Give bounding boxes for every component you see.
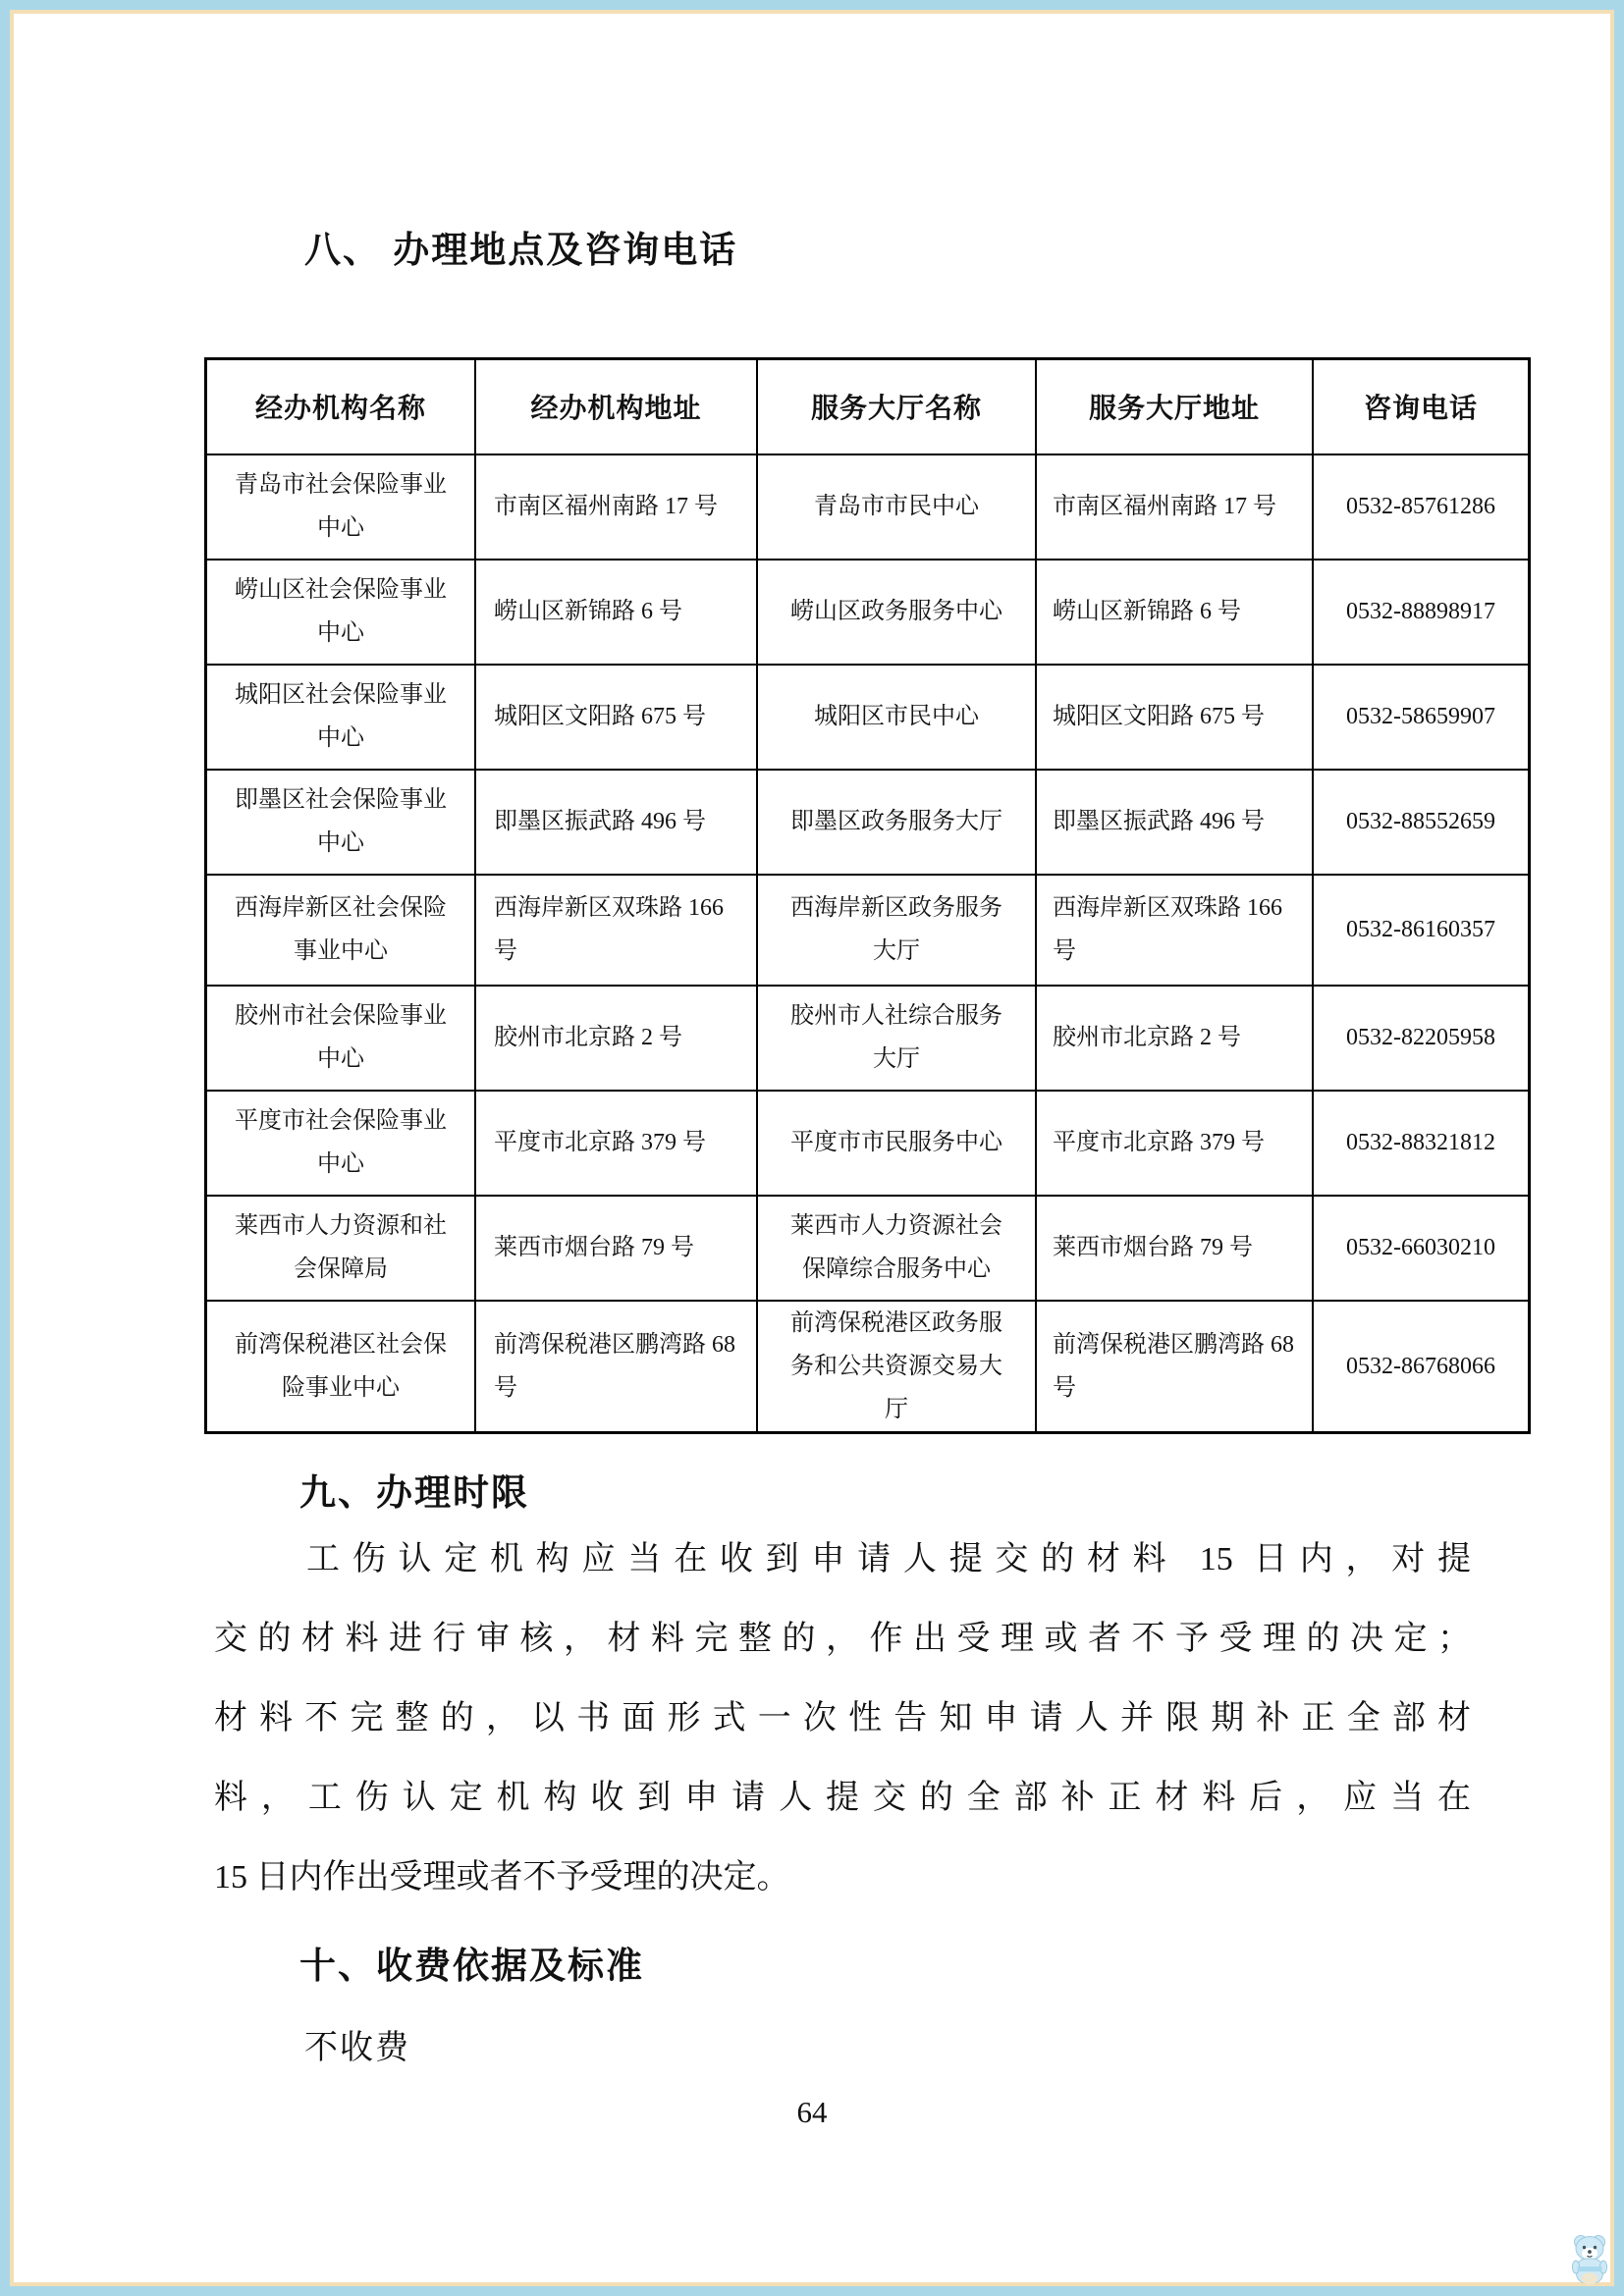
table-row [206,665,1530,770]
phone-cell: 0532-58659907 [1313,665,1530,770]
phone-cell: 0532-86768066 [1313,1301,1530,1433]
agency-address-cell: 崂山区新锦路 6 号 [475,560,757,665]
agency-name-cell: 西海岸新区社会保险事业中心 [206,875,476,986]
agency-name-cell: 前湾保税港区社会保险事业中心 [206,1301,476,1433]
agency-address-cell: 平度市北京路 379 号 [475,1091,757,1196]
page-number: 64 [796,2095,828,2129]
agency-address-cell: 莱西市烟台路 79 号 [475,1196,757,1301]
hall-name-cell: 崂山区政务服务中心 [757,560,1036,665]
contact-table [204,357,1531,1434]
contact-table-body [206,454,1530,1433]
phone-cell: 0532-88321812 [1313,1091,1530,1196]
table-row [206,560,1530,665]
table-row [206,770,1530,875]
paragraph-line: 交的材料进行审核，材料完整的，作出受理或者不予受理的决定； [214,1621,1471,1657]
phone-cell: 0532-66030210 [1313,1196,1530,1301]
hall-address-cell: 胶州市北京路 2 号 [1036,986,1313,1091]
column-header-phone: 咨询电话 [1313,359,1530,454]
section-9-paragraph [214,1520,1471,1917]
hall-name-cell: 前湾保税港区政务服务和公共资源交易大厅 [757,1301,1036,1433]
phone-cell: 0532-85761286 [1313,454,1530,560]
phone-cell: 0532-88898917 [1313,560,1530,665]
section-8-heading: 八、 办理地点及咨询电话 [304,230,738,270]
paragraph-line: 工伤认定机构应当在收到申请人提交的材料 15 日内，对提 [306,1541,1471,1577]
phone-cell: 0532-86160357 [1313,875,1530,986]
table-row [206,986,1530,1091]
agency-name-cell: 莱西市人力资源和社会保障局 [206,1196,476,1301]
agency-name-cell: 城阳区社会保险事业中心 [206,665,476,770]
hall-address-cell: 市南区福州南路 17 号 [1036,454,1313,560]
agency-name-cell: 崂山区社会保险事业中心 [206,560,476,665]
hall-address-cell: 平度市北京路 379 号 [1036,1091,1313,1196]
hall-address-cell: 城阳区文阳路 675 号 [1036,665,1313,770]
hall-name-cell: 城阳区市民中心 [757,665,1036,770]
hall-name-cell: 胶州市人社综合服务大厅 [757,986,1036,1091]
hall-address-cell: 即墨区振武路 496 号 [1036,770,1313,875]
hall-name-cell: 即墨区政务服务大厅 [757,770,1036,875]
hall-name-cell: 西海岸新区政务服务大厅 [757,875,1036,986]
contact-table-header [206,359,1530,454]
paragraph-line: 料，工伤认定机构收到申请人提交的全部补正材料后，应当在 [214,1780,1471,1816]
phone-cell: 0532-88552659 [1313,770,1530,875]
hall-address-cell: 西海岸新区双珠路 166 号 [1036,875,1313,986]
teddy-bear-icon [1567,2229,1612,2286]
phone-cell: 0532-82205958 [1313,986,1530,1091]
column-header-agency-name: 经办机构名称 [206,359,476,454]
agency-name-cell: 青岛市社会保险事业中心 [206,454,476,560]
hall-address-cell: 莱西市烟台路 79 号 [1036,1196,1313,1301]
hall-name-cell: 平度市市民服务中心 [757,1091,1036,1196]
section-9-heading: 九、办理时限 [299,1472,529,1513]
table-row [206,1091,1530,1196]
hall-name-cell: 莱西市人力资源社会保障综合服务中心 [757,1196,1036,1301]
agency-address-cell: 胶州市北京路 2 号 [475,986,757,1091]
hall-name-cell: 青岛市市民中心 [757,454,1036,560]
hall-address-cell: 前湾保税港区鹏湾路 68 号 [1036,1301,1313,1433]
paragraph-line: 15 日内作出受理或者不予受理的决定。 [214,1859,790,1896]
paragraph-line: 材料不完整的，以书面形式一次性告知申请人并限期补正全部材 [214,1700,1471,1736]
section-10-heading: 十、收费依据及标准 [299,1946,644,1986]
agency-name-cell: 平度市社会保险事业中心 [206,1091,476,1196]
agency-name-cell: 即墨区社会保险事业中心 [206,770,476,875]
table-row [206,1196,1530,1301]
agency-address-cell: 前湾保税港区鹏湾路 68 号 [475,1301,757,1433]
page-content-area [10,10,1614,2286]
section-10-body: 不收费 [304,2030,410,2066]
table-row [206,875,1530,986]
agency-address-cell: 城阳区文阳路 675 号 [475,665,757,770]
agency-name-cell: 胶州市社会保险事业中心 [206,986,476,1091]
agency-address-cell: 市南区福州南路 17 号 [475,454,757,560]
header-row [206,359,1530,454]
table-row [206,454,1530,560]
table-row [206,1301,1530,1433]
hall-address-cell: 崂山区新锦路 6 号 [1036,560,1313,665]
column-header-hall-address: 服务大厅地址 [1036,359,1313,454]
agency-address-cell: 即墨区振武路 496 号 [475,770,757,875]
column-header-hall-name: 服务大厅名称 [757,359,1036,454]
agency-address-cell: 西海岸新区双珠路 166 号 [475,875,757,986]
column-header-agency-address: 经办机构地址 [475,359,757,454]
